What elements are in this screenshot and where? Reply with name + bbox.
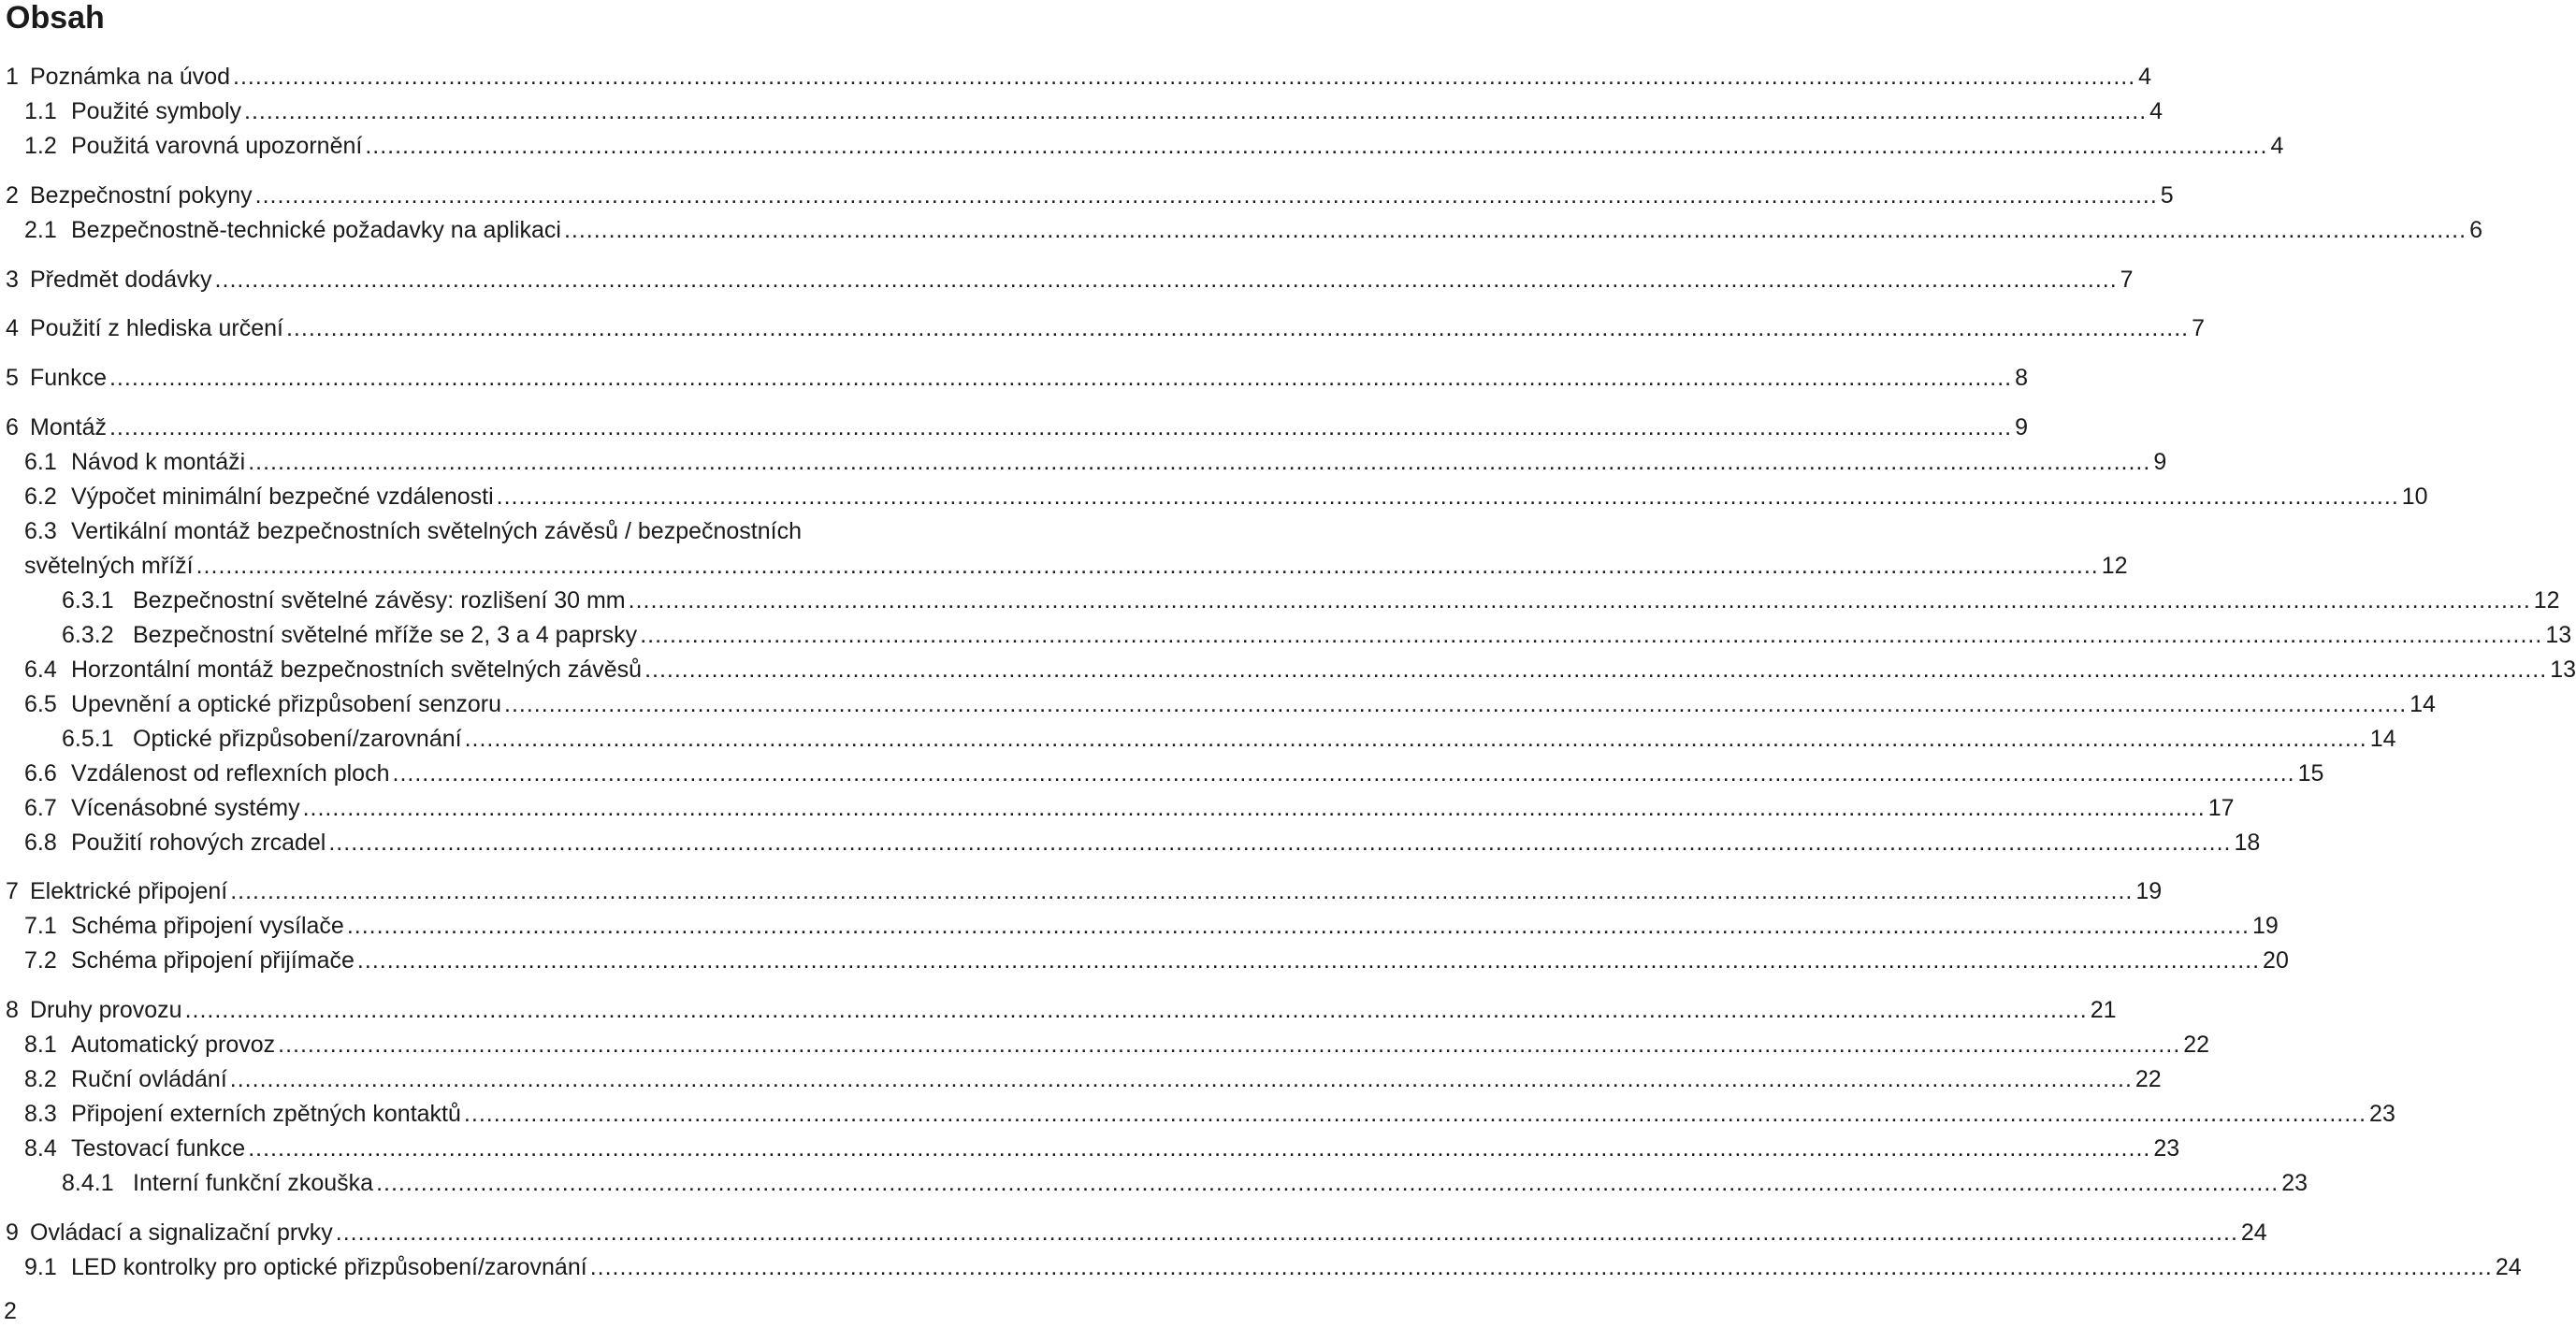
toc-leader [215, 265, 2118, 295]
toc-number: 6.3 [24, 518, 57, 544]
toc-entry[interactable] [6, 995, 2117, 1025]
toc-leader [244, 96, 2147, 126]
toc-entry[interactable] [62, 620, 2572, 650]
toc-page-number: 23 [2369, 1101, 2395, 1127]
toc-number: 6.2 [24, 484, 57, 510]
footer-page-number: 2 [4, 1298, 17, 1324]
toc-page-number: 23 [2281, 1170, 2308, 1196]
toc-title: Horzontální montáž bezpečnostních světelných závěsů [71, 657, 643, 683]
toc-number: 6.6 [24, 760, 57, 787]
toc-page-number: 10 [2401, 484, 2428, 510]
toc-title: Použitá varovná upozornění [71, 133, 363, 159]
toc-leader [465, 724, 2367, 754]
toc-leader [255, 180, 2158, 210]
toc-entry[interactable] [24, 945, 2289, 975]
toc-page-number: 14 [2369, 726, 2396, 752]
toc-entry[interactable] [24, 1064, 2162, 1094]
toc-title: Poznámka na úvod [30, 64, 231, 90]
toc-title: Bezpečnostně-technické požadavky na aplikaci [71, 217, 561, 243]
toc-title: Montáž [30, 414, 107, 440]
toc-entry[interactable] [6, 363, 2029, 393]
toc-entry[interactable] [24, 131, 2284, 161]
toc-page-number: 7 [2120, 267, 2134, 293]
toc-page-number: 12 [2101, 553, 2128, 579]
toc-entry[interactable] [24, 215, 2482, 245]
toc-leader [347, 911, 2250, 941]
toc-number: 8.4.1 [62, 1170, 114, 1196]
toc-entry[interactable] [24, 758, 2324, 788]
toc-page-number: 14 [2410, 691, 2436, 717]
toc-leader [376, 1168, 2279, 1198]
toc-page-number: 12 [2533, 587, 2560, 613]
toc-entry[interactable] [62, 724, 2396, 754]
toc-title: Návod k montáži [71, 449, 246, 475]
toc-leader [497, 482, 2399, 512]
toc-number: 6.3.2 [62, 622, 114, 648]
toc-entry[interactable] [62, 1168, 2308, 1198]
toc-leader [303, 793, 2206, 823]
toc-title: Připojení externích zpětných kontaktů [71, 1101, 461, 1127]
toc-page-number: 7 [2192, 315, 2206, 341]
toc-title: LED kontrolky pro optické přizpůsobení/zarovnání [71, 1254, 587, 1280]
toc-entry[interactable] [24, 828, 2261, 858]
toc-number: 9.1 [24, 1254, 57, 1280]
toc-number: 6.1 [24, 449, 57, 475]
toc-title: Ovládací a signalizační prvky [30, 1220, 333, 1246]
toc-page-number: 13 [2550, 657, 2576, 683]
toc-entry[interactable] [24, 689, 2436, 719]
toc-title: Funkce [30, 365, 107, 391]
toc-title-continuation: světelných mříží [24, 553, 194, 579]
toc-title: Vertikální montáž bezpečnostních světelných závěsů / bezpečnostních [71, 518, 803, 544]
toc-number: 6 [6, 414, 19, 440]
toc-page-number: 21 [2090, 997, 2117, 1023]
toc-title: Bezpečnostní světelné mříže se 2, 3 a 4 paprsky [133, 622, 638, 648]
toc-page-number: 5 [2160, 182, 2174, 209]
toc-number: 8.4 [24, 1135, 57, 1162]
toc-entry[interactable] [6, 180, 2174, 210]
toc-title: Schéma připojení vysílače [71, 913, 344, 939]
toc-page-number: 9 [2153, 449, 2167, 475]
toc-number: 8.2 [24, 1066, 57, 1092]
toc-leader [248, 447, 2150, 477]
toc-title: Výpočet minimální bezpečné vzdálenosti [71, 484, 494, 510]
toc-page-number: 4 [2270, 133, 2284, 159]
toc-leader [185, 995, 2088, 1025]
toc-page-number: 9 [2015, 414, 2029, 440]
toc-entry[interactable] [6, 313, 2206, 343]
toc-title: Druhy provozu [30, 997, 182, 1023]
toc-page-number: 19 [2135, 878, 2163, 904]
toc-entry[interactable] [6, 412, 2029, 442]
toc-entry-line1[interactable] [24, 516, 890, 546]
toc-page-number: 18 [2234, 830, 2261, 856]
toc-title: Optické přizpůsobení/zarovnání [133, 726, 462, 752]
toc-number: 6.3.1 [62, 587, 114, 613]
toc-number: 1.1 [24, 98, 57, 124]
toc-page-number: 22 [2183, 1032, 2210, 1058]
toc-entry[interactable] [6, 876, 2163, 906]
toc-page-number: 24 [2240, 1220, 2267, 1246]
toc-entry[interactable] [24, 447, 2167, 477]
toc-number: 8 [6, 997, 19, 1023]
toc-title: Vzdálenost od reflexních ploch [71, 760, 390, 787]
toc-leader [357, 945, 2260, 975]
toc-leader [629, 585, 2531, 615]
toc-title: Automatický provoz [71, 1032, 276, 1058]
toc-leader [328, 828, 2231, 858]
toc-number: 9 [6, 1220, 19, 1246]
toc-leader [640, 620, 2542, 650]
toc-leader [230, 876, 2133, 906]
toc-number: 6.5 [24, 691, 57, 717]
toc-number: 6.5.1 [62, 726, 114, 752]
toc-number: 2.1 [24, 217, 57, 243]
toc-number: 7.1 [24, 913, 57, 939]
toc-entry[interactable] [24, 96, 2164, 126]
toc-number: 5 [6, 365, 19, 391]
toc-page-number: 8 [2015, 365, 2029, 391]
toc-title: Upevnění a optické přizpůsobení senzoru [71, 691, 502, 717]
toc-entry[interactable] [24, 1099, 2395, 1129]
toc-page-number: 20 [2263, 947, 2289, 974]
toc-entry[interactable] [24, 1252, 2522, 1282]
toc-leader [109, 363, 2012, 393]
toc-number: 8.3 [24, 1101, 57, 1127]
toc-page-number: 6 [2469, 217, 2482, 243]
toc-page-number: 24 [2495, 1254, 2522, 1280]
toc-page-number: 13 [2545, 622, 2572, 648]
toc-leader [230, 1064, 2133, 1094]
toc-entry[interactable] [24, 655, 2576, 685]
toc-title: Použití z hlediska určení [30, 315, 283, 341]
toc-title: Testovací funkce [71, 1135, 246, 1162]
toc-number: 2 [6, 182, 19, 209]
toc-entry[interactable] [24, 482, 2428, 512]
toc-leader [464, 1099, 2366, 1129]
toc-number: 6.7 [24, 795, 57, 821]
toc-title: Interní funkční zkouška [133, 1170, 374, 1196]
toc-number: 6.4 [24, 657, 57, 683]
toc-number: 8.1 [24, 1032, 57, 1058]
toc-leader [233, 62, 2135, 92]
toc-number: 7 [6, 878, 19, 904]
toc-leader [590, 1252, 2493, 1282]
toc-leader [504, 689, 2407, 719]
toc-entry[interactable] [24, 1030, 2210, 1060]
toc-leader [644, 655, 2547, 685]
toc-entry[interactable] [24, 911, 2279, 941]
toc-entry[interactable] [6, 265, 2134, 295]
toc-page-number: 23 [2153, 1135, 2180, 1162]
toc-page-number: 19 [2251, 913, 2279, 939]
toc-number: 1 [6, 64, 19, 90]
toc-page-number: 4 [2138, 64, 2152, 90]
toc-entry-line2[interactable] [24, 551, 2128, 581]
toc-number: 7.2 [24, 947, 57, 974]
toc-title: Schéma připojení přijímače [71, 947, 355, 974]
toc-entry[interactable] [6, 1218, 2267, 1248]
toc-leader [286, 313, 2189, 343]
toc-title: Ruční ovládání [71, 1066, 227, 1092]
toc-number: 1.2 [24, 133, 57, 159]
toc-page-number: 17 [2207, 795, 2235, 821]
toc-title: Předmět dodávky [30, 267, 212, 293]
toc-leader [196, 551, 2099, 581]
toc-title: Bezpečnostní pokyny [30, 182, 253, 209]
toc-leader [336, 1218, 2238, 1248]
toc-number: 4 [6, 315, 19, 341]
toc-leader [109, 412, 2012, 442]
toc-entry[interactable] [24, 793, 2235, 823]
toc-entry[interactable] [62, 585, 2560, 615]
toc-page-number: 22 [2135, 1066, 2162, 1092]
toc-title: Elektrické připojení [30, 878, 228, 904]
page-title: Obsah [6, 0, 105, 36]
toc-title: Bezpečnostní světelné závěsy: rozlišení 30 mm [133, 587, 626, 613]
toc-leader [365, 131, 2267, 161]
toc-title: Použité symboly [71, 98, 242, 124]
toc-page-number: 15 [2297, 760, 2324, 787]
toc-number: 3 [6, 267, 19, 293]
toc-leader [248, 1133, 2150, 1163]
toc-entry[interactable] [24, 1133, 2180, 1163]
toc-page-number: 4 [2149, 98, 2164, 124]
toc-number: 6.8 [24, 830, 57, 856]
toc-leader [393, 758, 2295, 788]
toc-title: Vícenásobné systémy [71, 795, 300, 821]
toc-leader [564, 215, 2467, 245]
toc-leader [278, 1030, 2180, 1060]
toc-title: Použití rohových zrcadel [71, 830, 326, 856]
toc-entry[interactable] [6, 62, 2152, 92]
